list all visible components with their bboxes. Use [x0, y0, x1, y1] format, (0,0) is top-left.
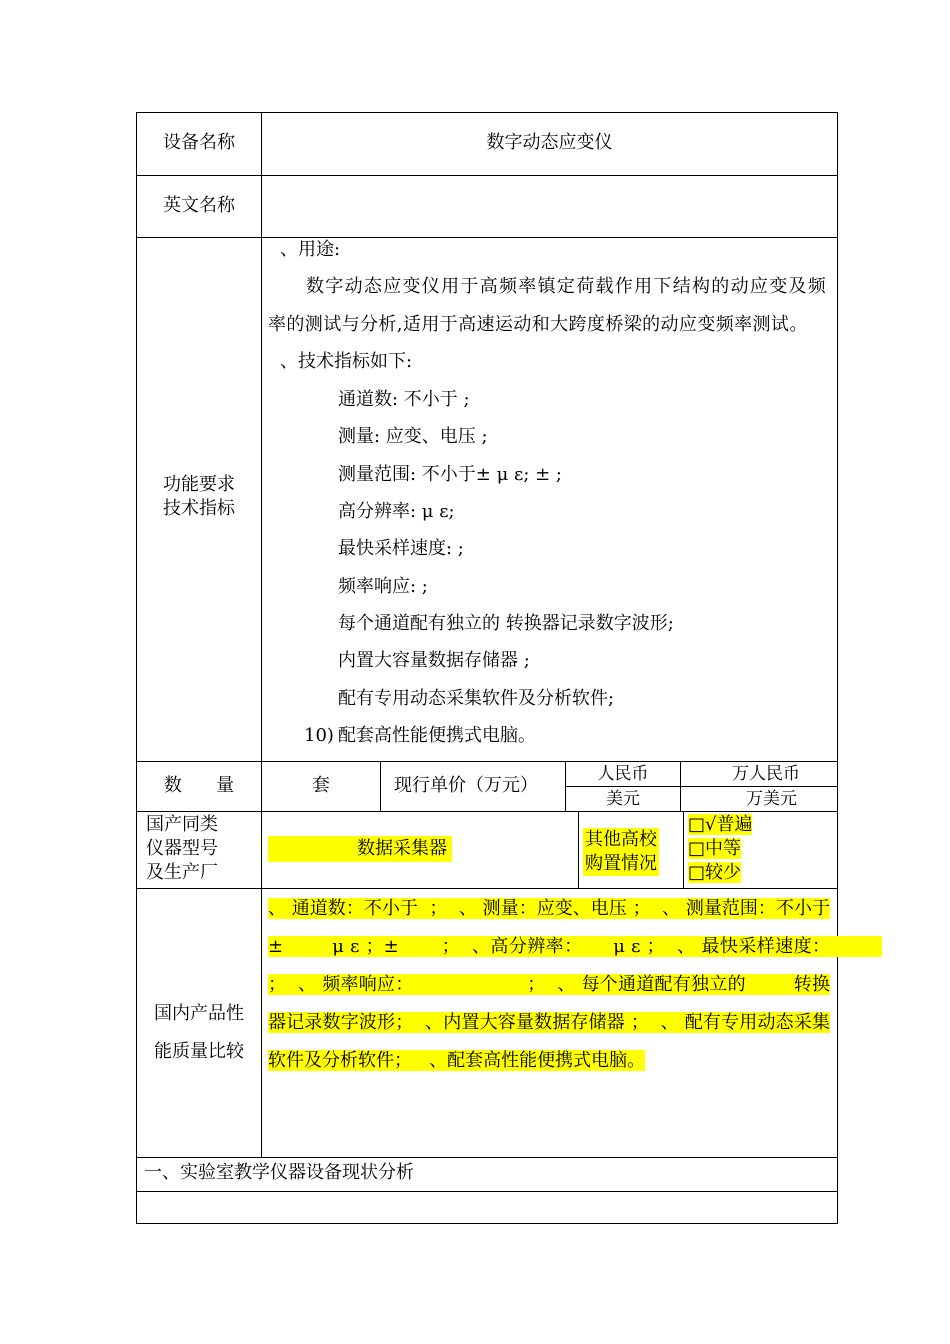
domestic-divider-2 [683, 811, 684, 888]
label-column-divider [261, 112, 262, 1157]
spec-item: 最快采样速度: ; [338, 538, 464, 559]
domestic-label [146, 813, 218, 885]
purpose-heading: 、用途: [280, 239, 341, 260]
function-label [137, 473, 261, 521]
compare-label-line2: 能质量比较 [154, 1041, 244, 1062]
qty-divider [380, 761, 381, 811]
currency-divider [680, 761, 681, 811]
compare-text: 、 通道数：不小于 ； 、 测量：应变、电压 ； 、 测量范围：不小于± μ ε ；± ； 、高分辨率： μ ε ； 、 最快采样速度： ； 、 频率响应： ； 、 每个通道配有独立的 转换器记录数字波形； 、内置大容量数据存储器 ； 、 配有专用动态采集软件及分析软件； 、配套高性能便携式电脑。 [268, 898, 882, 1071]
spec-item: 内置大容量数据存储器 ; [338, 650, 530, 671]
row-line-3 [136, 761, 838, 762]
spec-item: 配有专用动态采集软件及分析软件; [338, 688, 615, 709]
purchase-option-rare[interactable]: □较少 [688, 862, 742, 883]
row-line-5 [136, 888, 838, 889]
device-name-label: 设备名称 [163, 132, 235, 153]
spec-item-number: 10) [304, 725, 334, 746]
quantity-label: 数 量 [163, 775, 235, 796]
domestic-model-value: 数据采集器 [357, 838, 447, 859]
spec-item: 频率响应: ; [338, 576, 428, 597]
purchase-option-common[interactable]: □√普遍 [688, 814, 753, 835]
row-line-1 [136, 175, 838, 176]
spec-item: 配套高性能便携式电脑。 [338, 725, 536, 746]
spec-item: 测量范围: 不小于± μ ε; ± ; [338, 464, 562, 485]
purpose-line-1: 数字动态应变仪用于高频率镇定荷载作用下结构的动应变及频 [306, 276, 828, 297]
domestic-label-line1: 国产同类 [146, 814, 218, 835]
section-title: 一、实验室教学仪器设备现状分析 [144, 1162, 414, 1183]
function-label-line1: 功能要求 [163, 474, 235, 495]
row-line-2 [136, 237, 838, 238]
unit-price-label: 现行单价（万元） [394, 775, 538, 796]
usd-value: 万美元 [746, 789, 797, 809]
spec-item: 高分辨率: μ ε; [338, 501, 455, 522]
row-line-7 [136, 1191, 838, 1192]
compare-label-line1: 国内产品性 [154, 1003, 244, 1024]
row-line-6 [136, 1157, 838, 1158]
rmb-value: 万人民币 [732, 764, 800, 784]
usd-label: 美元 [606, 789, 640, 809]
purchase-label-line1: 其他高校 [585, 829, 657, 850]
row-line-bottom [136, 1223, 838, 1224]
spec-heading: 、技术指标如下: [280, 351, 413, 372]
english-name-label: 英文名称 [163, 195, 235, 216]
purchase-label-line2: 购置情况 [585, 853, 657, 874]
row-line-price-mid [565, 786, 838, 787]
domestic-divider-1 [578, 811, 579, 888]
row-line-top [136, 112, 838, 113]
rmb-label: 人民币 [597, 764, 649, 784]
device-name-value: 数字动态应变仪 [486, 132, 613, 153]
compare-label [137, 995, 261, 1071]
purchase-options [688, 813, 752, 885]
domestic-label-line3: 及生产厂 [146, 862, 218, 883]
spec-item: 测量: 应变、电压 ; [338, 426, 488, 447]
purpose-line-2: 率的测试与分析,适用于高速运动和大跨度桥梁的动应变频率测试。 [268, 314, 808, 335]
purchase-option-medium[interactable]: □中等 [688, 838, 742, 859]
spec-item: 通道数: 不小于 ; [338, 389, 470, 410]
row-line-4 [136, 811, 838, 812]
purchase-label [583, 828, 659, 876]
function-label-line2: 技术指标 [163, 498, 235, 519]
spec-item: 每个通道配有独立的 转换器记录数字波形; [338, 613, 674, 634]
domestic-label-line2: 仪器型号 [146, 838, 218, 859]
table-border-right [837, 112, 838, 1224]
quantity-unit: 套 [312, 775, 330, 796]
